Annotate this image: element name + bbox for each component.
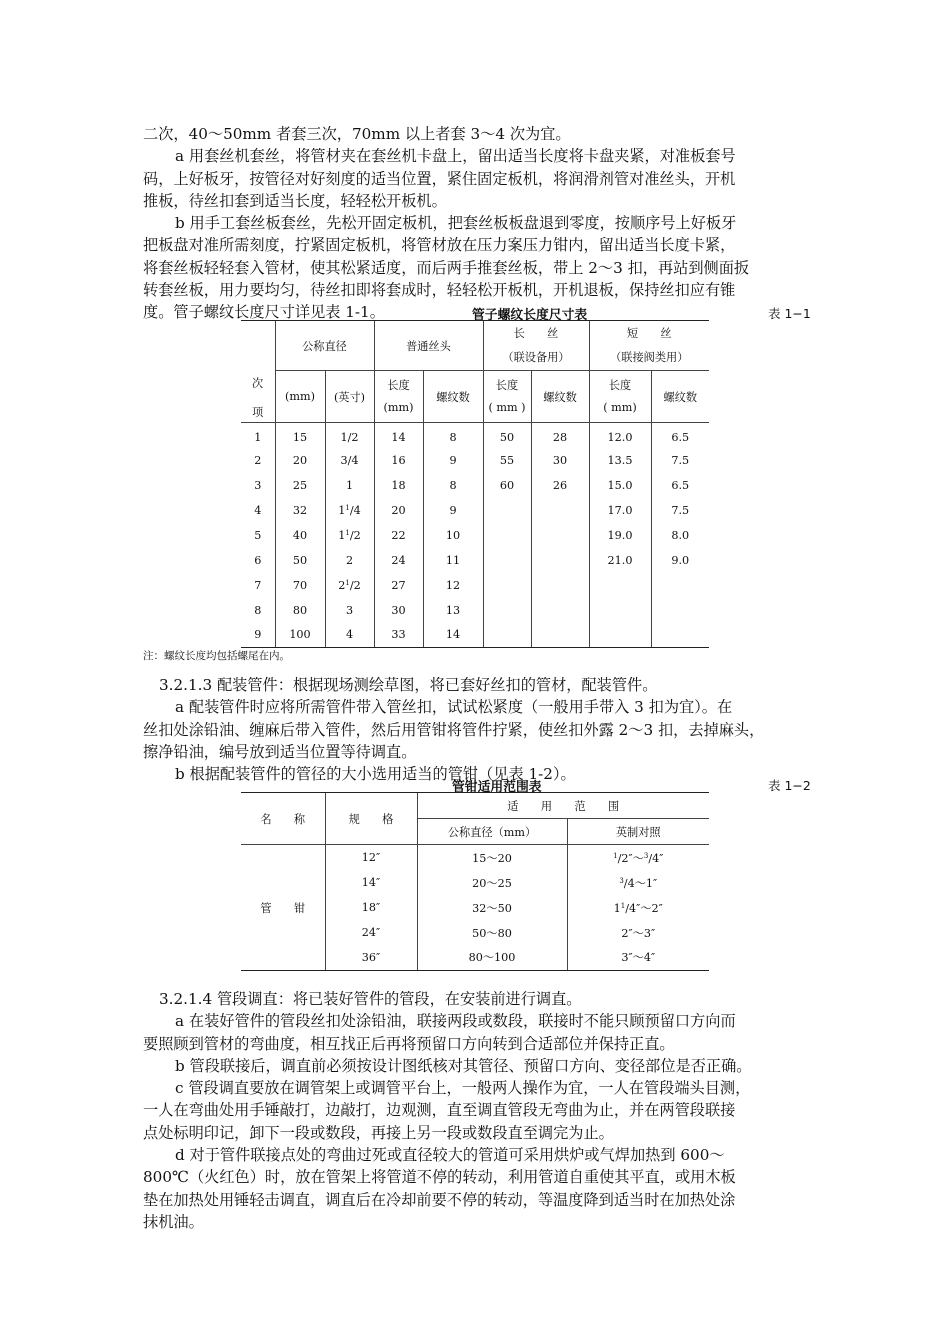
cell-inch bbox=[325, 498, 374, 523]
cell-sl bbox=[589, 573, 651, 598]
inch-rest: 3 bbox=[345, 603, 354, 617]
cell-lt bbox=[531, 598, 589, 623]
cell-no: 6 bbox=[254, 553, 262, 567]
header-long bbox=[483, 321, 589, 371]
cell-cl: 20 bbox=[374, 498, 423, 523]
para-line: b 用手工套丝板套丝，先松开固定板机，把套丝板板盘退到零度，按顺序号上好板牙 bbox=[175, 214, 737, 233]
cell-lt: 30 bbox=[531, 448, 589, 473]
cell-ll: 50 bbox=[483, 423, 531, 448]
cell-ct: 11 bbox=[423, 548, 483, 573]
cell-ct: 9 bbox=[423, 448, 483, 473]
cell-no: 9 bbox=[241, 623, 275, 648]
inch-fraction-num: 1 bbox=[345, 528, 350, 537]
text-block-3 bbox=[143, 988, 815, 1233]
cell-no: 5 bbox=[254, 528, 262, 542]
cell-ct: 10 bbox=[423, 523, 483, 548]
cell-ll bbox=[483, 623, 531, 648]
cell-cl: 22 bbox=[374, 523, 423, 548]
para-line: 一人在弯曲处用手锤敲打，边敲打，边观测，直至调直管段无弯曲为止，并在两管段联接 bbox=[143, 1101, 736, 1120]
fraction-den: 4 bbox=[629, 901, 637, 915]
cell-cl: 16 bbox=[374, 448, 423, 473]
cell-inch bbox=[325, 523, 374, 548]
range-tail: ～1″ bbox=[634, 876, 658, 890]
table-row bbox=[241, 498, 709, 523]
cell-no: 3 bbox=[254, 478, 262, 492]
header-length-label: 长度 bbox=[608, 378, 632, 392]
cell-st bbox=[651, 573, 709, 598]
table2-number: 表 1−2 bbox=[768, 778, 811, 793]
header-long-sub: （联设备用） bbox=[502, 350, 570, 364]
fraction-slash: / bbox=[623, 876, 628, 890]
header-common-threads: 螺纹数 bbox=[423, 371, 483, 423]
cell-cl: 14 bbox=[374, 423, 423, 448]
table1-caption: 管子螺纹长度尺寸表 bbox=[472, 308, 588, 323]
cell-lt: 26 bbox=[531, 473, 589, 498]
imperial-cell: 2″～3″ bbox=[567, 921, 709, 945]
cell-ll bbox=[483, 523, 531, 548]
cell-mm: 20 bbox=[275, 448, 325, 473]
text-block-2 bbox=[143, 674, 815, 785]
para-line: 800℃（火红色）时，放在管架上将管道不停的转动，利用管道自重使其平直，或用木板 bbox=[143, 1168, 736, 1187]
cell-no: 1 bbox=[241, 423, 275, 448]
header-inch: (英寸) bbox=[325, 371, 374, 423]
cell-st bbox=[651, 598, 709, 623]
cell-ct: 8 bbox=[423, 473, 483, 498]
table-row bbox=[241, 523, 709, 548]
range-tail: ″～2″ bbox=[636, 901, 663, 915]
header-length-unit: ( mm) bbox=[603, 400, 637, 414]
cell-sl: 12.0 bbox=[589, 423, 651, 448]
cell-sl: 19.0 bbox=[589, 523, 651, 548]
spec-cell: 36″ bbox=[325, 945, 417, 971]
header-short-label: 短 丝 bbox=[626, 326, 672, 340]
para-line: 码，上好板牙，按管径对好刻度的适当位置，紧住固定板机，将润滑剂管对准丝头，开机 bbox=[143, 169, 736, 188]
cell-st: 7.5 bbox=[651, 498, 709, 523]
imperial-cell: 3″～4″ bbox=[567, 945, 709, 971]
cell-ct: 9 bbox=[423, 498, 483, 523]
spec-cell: 18″ bbox=[325, 895, 417, 921]
para-line: 二次，40～50mm 者套三次，70mm 以上者套 3～4 次为宜。 bbox=[143, 125, 571, 143]
cell-no: 4 bbox=[254, 503, 262, 517]
range-sep: ″～ bbox=[628, 851, 644, 865]
inch-rest: /2 bbox=[349, 528, 361, 542]
cell-st: 8.0 bbox=[651, 523, 709, 548]
para-line: 要照顾到管材的弯曲度，相互找正后再将预留口方向转到合适部位并保持正直。 bbox=[143, 1034, 675, 1053]
para-line: 丝扣处涂铅油、缠麻后带入管件，然后用管钳将管件拧紧，使丝扣外露 2～3 扣，去掉麻头， bbox=[143, 720, 765, 739]
section-heading: 3.2.1.4 管段调直：将已装好管件的管段，在安装前进行调直。 bbox=[159, 990, 582, 1008]
cell-inch bbox=[325, 623, 374, 648]
table1-body bbox=[241, 423, 709, 648]
cell-ll bbox=[483, 498, 531, 523]
inch-rest: 2 bbox=[345, 553, 354, 567]
section-heading: 3.2.1.3 配装管件：根据现场测绘草图，将已套好丝扣的管材，配装管件。 bbox=[159, 676, 658, 694]
cell-ll bbox=[483, 548, 531, 573]
para-line: 点处标明印记，卸下一段或数段，再接上另一段或数段直至调完为止。 bbox=[143, 1123, 614, 1142]
cell-lt bbox=[531, 548, 589, 573]
inch-whole: 2 bbox=[338, 578, 346, 592]
cell-lt: 28 bbox=[531, 423, 589, 448]
para-line: a 配装管件时应将所需管件带入管丝扣，试试松紧度（一般用手带入 3 扣为宜）。在 bbox=[175, 698, 733, 717]
inch-fraction-num: 1 bbox=[345, 503, 350, 512]
header-length-unit: ( mm ) bbox=[488, 400, 526, 414]
inch-rest: /4 bbox=[349, 503, 361, 517]
cell-ct: 13 bbox=[423, 598, 483, 623]
fraction-num: 3 bbox=[619, 876, 624, 885]
para-line: a 用套丝机套丝，将管材夹在套丝机卡盘上，留出适当长度将卡盘夹紧，对准板套号 bbox=[175, 147, 736, 166]
header-spec: 规 格 bbox=[325, 793, 417, 845]
para-line: 推板，待丝扣套到适当长度，轻轻松开板机。 bbox=[143, 191, 447, 210]
header-long-label: 长 丝 bbox=[513, 326, 559, 340]
fraction-den: 4 bbox=[627, 876, 635, 890]
cell-mm: 25 bbox=[275, 473, 325, 498]
cell-sl: 17.0 bbox=[589, 498, 651, 523]
cell-mm: 40 bbox=[275, 523, 325, 548]
para-line: 转套丝板，用力要均匀，待丝扣即将套成时，轻轻松开板机，开机退板，保持丝扣应有锥 bbox=[143, 281, 736, 300]
para-line: a 在装好管件的管段丝扣处涂铅油，联接两段或数段，联接时不能只顾预留口方向而 bbox=[175, 1012, 736, 1031]
header-common: 普通丝头 bbox=[374, 321, 483, 371]
cell-st bbox=[651, 623, 709, 648]
para-line: b 管段联接后，调直前必须按设计图纸核对其管径、预留口方向、变径部位是否正确。 bbox=[175, 1056, 752, 1075]
cell-mm: 32 bbox=[275, 498, 325, 523]
header-nominal: 公称直径 bbox=[275, 321, 374, 371]
cell-sl: 21.0 bbox=[589, 548, 651, 573]
table-row bbox=[241, 623, 709, 648]
mm-cell: 20～25 bbox=[417, 871, 567, 895]
cell-lt bbox=[531, 623, 589, 648]
cell-ll bbox=[483, 598, 531, 623]
cell-ll bbox=[483, 573, 531, 598]
inch-rest: 4 bbox=[345, 628, 354, 642]
wrench-name: 管 钳 bbox=[241, 845, 325, 971]
table-row bbox=[241, 448, 709, 473]
cell-cl: 33 bbox=[374, 623, 423, 648]
header-length-label: 长度 bbox=[387, 378, 410, 392]
para-line: 垫在加热处用锤轻击调直，调直后在冷却前要不停的转动，等温度降到适当时在加热处涂 bbox=[143, 1190, 736, 1209]
cell-ct: 14 bbox=[423, 623, 483, 648]
cell-inch bbox=[325, 423, 374, 448]
inch-rest: /2 bbox=[349, 578, 361, 592]
mm-cell: 80～100 bbox=[417, 945, 567, 971]
imperial-cell bbox=[567, 871, 709, 895]
inch-rest: 3/4 bbox=[340, 453, 359, 467]
header-short-threads: 螺纹数 bbox=[651, 371, 709, 423]
header-length-unit: (mm) bbox=[383, 400, 414, 414]
cell-mm: 15 bbox=[275, 423, 325, 448]
table1-note: 注：螺纹长度均包括螺尾在内。 bbox=[143, 650, 290, 662]
cell-lt bbox=[531, 573, 589, 598]
thread-length-table bbox=[241, 320, 709, 648]
header-long-length bbox=[483, 371, 531, 423]
inch-whole: 1 bbox=[338, 528, 346, 542]
fraction-den: 2 bbox=[621, 851, 629, 865]
imperial-cell bbox=[567, 895, 709, 921]
header-short-length bbox=[589, 371, 651, 423]
cell-ll: 60 bbox=[483, 473, 531, 498]
header-range: 适 用 范 围 bbox=[417, 793, 709, 819]
header-mm: (mm) bbox=[275, 371, 325, 423]
fraction-num: 1 bbox=[613, 851, 618, 860]
table-row bbox=[241, 573, 709, 598]
cell-st: 6.5 bbox=[651, 423, 709, 448]
cell-sl bbox=[589, 598, 651, 623]
inch-rest: 1/2 bbox=[340, 430, 359, 444]
cell-mm: 100 bbox=[275, 623, 325, 648]
table-row bbox=[241, 548, 709, 573]
table2-caption: 管钳适用范围表 bbox=[452, 780, 542, 795]
cell-inch bbox=[325, 548, 374, 573]
header-short bbox=[589, 321, 709, 371]
cell-sl: 15.0 bbox=[589, 473, 651, 498]
header-length-label: 长度 bbox=[495, 378, 519, 392]
table-row bbox=[241, 423, 709, 448]
whole-part: 1 bbox=[613, 901, 621, 915]
cell-mm: 80 bbox=[275, 598, 325, 623]
header-long-threads: 螺纹数 bbox=[531, 371, 589, 423]
table-row bbox=[241, 598, 709, 623]
cell-inch bbox=[325, 448, 374, 473]
cell-cl: 24 bbox=[374, 548, 423, 573]
pipe-wrench-table bbox=[241, 792, 709, 971]
cell-inch bbox=[325, 598, 374, 623]
cell-ct: 8 bbox=[423, 423, 483, 448]
fraction-num: 3 bbox=[643, 851, 649, 860]
inch-whole: 1 bbox=[338, 503, 346, 517]
cell-st: 9.0 bbox=[651, 548, 709, 573]
cell-no: 2 bbox=[254, 453, 262, 467]
header-item-2: 次 bbox=[252, 377, 264, 390]
cell-no: 7 bbox=[254, 578, 262, 592]
para-line: 抹机油。 bbox=[143, 1212, 204, 1231]
cell-ct: 12 bbox=[423, 573, 483, 598]
para-line: c 管段调直要放在调管架上或调管平台上，一般两人操作为宜，一人在管段端头目测， bbox=[175, 1079, 751, 1098]
inch-fraction-num: 1 bbox=[345, 578, 350, 587]
header-short-sub: （联接阀类用） bbox=[610, 350, 689, 364]
fraction-slash: / bbox=[648, 851, 653, 865]
mm-cell: 32～50 bbox=[417, 895, 567, 921]
spec-cell: 14″ bbox=[325, 871, 417, 895]
cell-mm: 50 bbox=[275, 548, 325, 573]
para-line: b 根据配装管件的管径的大小选用适当的管钳（见表 1-2）。 bbox=[175, 765, 576, 784]
cell-cl: 30 bbox=[374, 598, 423, 623]
fraction-slash: / bbox=[625, 901, 630, 915]
cell-sl: 13.5 bbox=[589, 448, 651, 473]
inch-mark: ″ bbox=[659, 851, 664, 865]
para-line: 擦净铅油，编号放到适当位置等待调直。 bbox=[143, 742, 417, 761]
cell-inch bbox=[325, 573, 374, 598]
header-name: 名 称 bbox=[241, 793, 325, 845]
cell-ll: 55 bbox=[483, 448, 531, 473]
spec-cell: 24″ bbox=[325, 921, 417, 945]
imperial-cell bbox=[567, 845, 709, 871]
mm-cell: 15～20 bbox=[417, 845, 567, 871]
header-item: 项 bbox=[241, 321, 275, 423]
para-line: 把板盘对准所需刻度，拧紧固定板机，将管材放在压力案压力钳内，留出适当长度卡紧， bbox=[143, 236, 736, 255]
cell-cl: 27 bbox=[374, 573, 423, 598]
inch-rest: 1 bbox=[345, 478, 354, 492]
table-row bbox=[241, 473, 709, 498]
table1-number: 表 1−1 bbox=[768, 306, 811, 321]
cell-st: 7.5 bbox=[651, 448, 709, 473]
fraction-num: 1 bbox=[620, 901, 626, 910]
para-line: 度。管子螺纹长度尺寸详见表 1-1。 bbox=[143, 303, 385, 322]
cell-cl: 18 bbox=[374, 473, 423, 498]
spec-cell: 12″ bbox=[325, 845, 417, 871]
cell-lt bbox=[531, 498, 589, 523]
cell-lt bbox=[531, 523, 589, 548]
header-nominal-mm: 公称直径（mm） bbox=[417, 819, 567, 845]
cell-mm: 70 bbox=[275, 573, 325, 598]
para-line: d 对于管件联接点处的弯曲过死或直径较大的管道可采用烘炉或气焊加热到 600～ bbox=[175, 1146, 725, 1165]
cell-inch bbox=[325, 473, 374, 498]
header-common-length bbox=[374, 371, 423, 423]
cell-no: 8 bbox=[254, 603, 262, 617]
fraction-slash: / bbox=[617, 851, 622, 865]
mm-cell: 50～80 bbox=[417, 921, 567, 945]
fraction-den: 4 bbox=[652, 851, 660, 865]
para-line: 将套丝板轻轻套入管材，使其松紧适度，而后两手推套丝板，带上 2～3 扣，再站到侧面扳 bbox=[143, 258, 750, 277]
cell-sl bbox=[589, 623, 651, 648]
header-imperial: 英制对照 bbox=[567, 819, 709, 845]
cell-st: 6.5 bbox=[651, 473, 709, 498]
text-block-1 bbox=[143, 123, 815, 324]
